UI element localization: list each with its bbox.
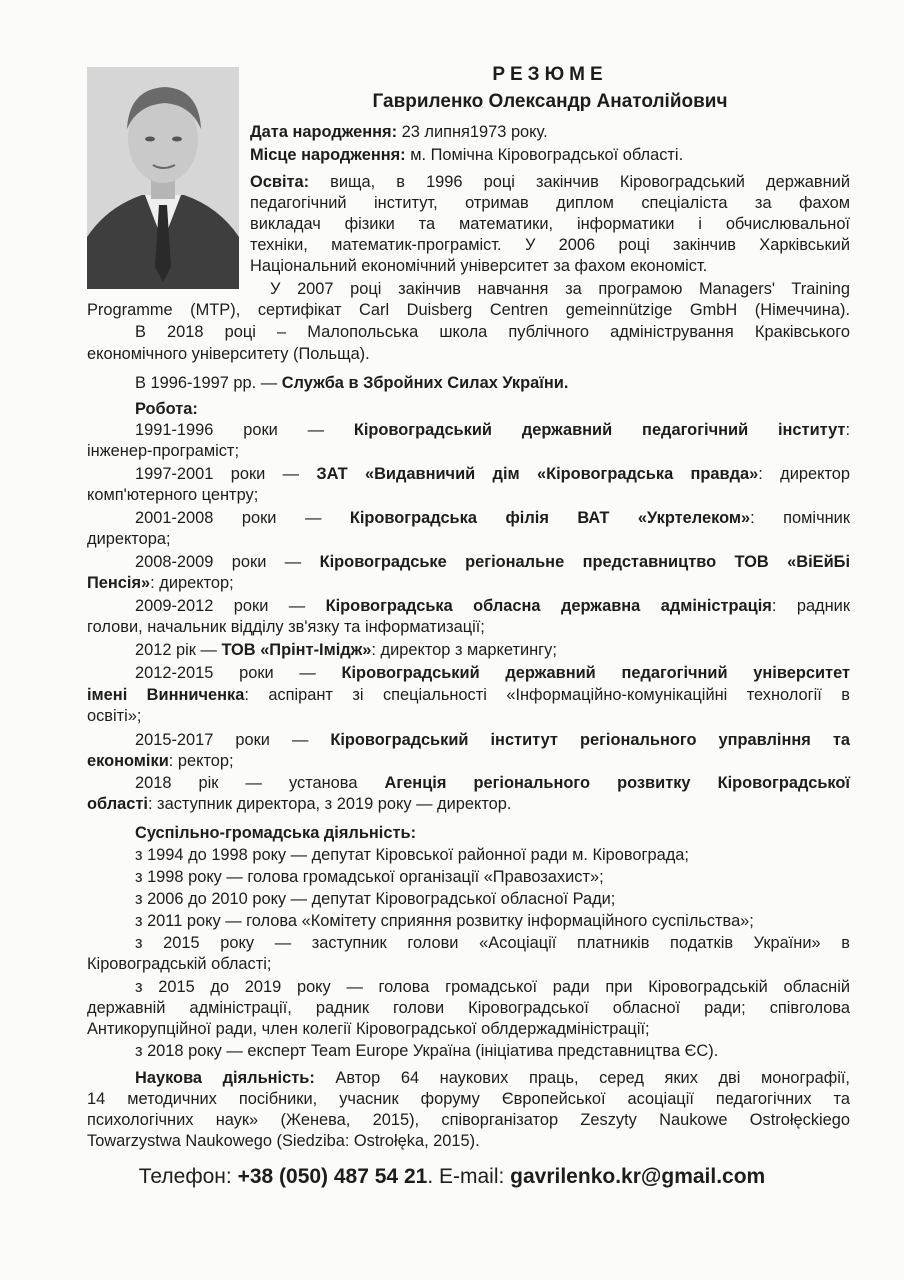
birth-place-label: Місце народження: bbox=[250, 146, 406, 164]
education-line: Programme (MTP), сертифікат Carl Duisberg Centren gemeinnützige GmbH (Німеччина). bbox=[87, 301, 850, 319]
work-period: 2012 рік — bbox=[135, 641, 222, 659]
work-period: 2001-2008 роки — bbox=[135, 509, 350, 527]
education-line: педагогічний інститут, отримав диплом спеціаліста за фахом bbox=[250, 194, 850, 212]
social-item: з 2011 року — голова «Комітету сприяння розвитку інформаційного суспільства»; bbox=[135, 912, 754, 930]
work-org: ЗАТ «Видавничий дім «Кіровоградська правда» bbox=[316, 465, 759, 483]
work-role: : директор; bbox=[150, 574, 234, 592]
work-role: : директор bbox=[758, 465, 851, 483]
email-address[interactable]: gavrilenko.kr@gmail.com bbox=[510, 1165, 766, 1188]
work-item bbox=[135, 552, 850, 573]
social-item: з 2015 до 2019 року — голова громадської ради при Кіровоградській обласній bbox=[135, 978, 850, 996]
work-org: Агенція регіонального розвитку Кіровоградської bbox=[384, 774, 851, 792]
work-item bbox=[135, 508, 850, 529]
work-item bbox=[135, 640, 557, 661]
work-period: 2008-2009 роки — bbox=[135, 553, 320, 571]
portrait-image bbox=[87, 67, 239, 289]
education-line: Національний економічний університет за фахом економіст. bbox=[250, 257, 708, 275]
science-line bbox=[135, 1068, 850, 1089]
portrait-photo bbox=[87, 67, 239, 289]
work-org: Кіровоградський інститут регіонального управління та bbox=[330, 731, 850, 749]
work-org-cont: імені Винниченка bbox=[87, 686, 245, 704]
work-item-cont bbox=[87, 751, 234, 772]
work-period: 1997-2001 роки — bbox=[135, 465, 317, 483]
work-heading-text: Робота: bbox=[135, 400, 198, 418]
work-role: : bbox=[845, 421, 850, 439]
education-line: економічного університету (Польща). bbox=[87, 345, 370, 363]
social-item-cont: Кіровоградській області; bbox=[87, 955, 272, 973]
work-item-cont bbox=[87, 794, 511, 815]
military-period: В 1996-1997 рр. — bbox=[135, 374, 282, 392]
education-line: техніки, математик-програміст. У 2006 році закінчив Харківський bbox=[250, 236, 850, 254]
work-org: Кіровоградський державний педагогічний університет bbox=[341, 664, 850, 682]
work-org-cont: економіки bbox=[87, 752, 169, 770]
work-org: Кіровоградська обласна державна адміністрація bbox=[325, 597, 772, 615]
science-line: психологічних наук» (Женева, 2015), співорганізатор Zeszyty Naukowe Ostrołęckiego bbox=[87, 1111, 850, 1129]
work-period: 2018 рік — установа bbox=[135, 774, 385, 792]
work-item-cont: інженер-програміст; bbox=[87, 442, 239, 460]
work-heading bbox=[135, 399, 198, 420]
social-item: з 2018 року — експерт Team Europe Україна (ініціатива представництва ЄС). bbox=[135, 1042, 719, 1060]
birth-place bbox=[250, 145, 683, 166]
social-heading bbox=[135, 823, 416, 844]
birth-date-label: Дата народження: bbox=[250, 123, 398, 141]
education-label: Освіта: bbox=[250, 173, 310, 191]
work-item-cont bbox=[87, 685, 850, 706]
work-role: : ректор; bbox=[168, 752, 234, 770]
phone-number[interactable]: +38 (050) 487 54 21 bbox=[237, 1165, 428, 1188]
contact-footer bbox=[0, 1165, 904, 1189]
social-item: з 1994 до 1998 року — депутат Кіровської районної ради м. Кіровограда; bbox=[135, 846, 689, 864]
social-item-cont: Антикорупційної ради, член колегії Кіровоградської облдержадміністрації; bbox=[87, 1020, 650, 1038]
work-role: : директор з маркетингу; bbox=[371, 641, 557, 659]
work-org: Кіровоградська філія ВАТ «Укртелеком» bbox=[349, 509, 751, 527]
person-name: Гавриленко Олександр Анатолійович bbox=[372, 91, 728, 112]
birth-place-value: м. Помічна Кіровоградської області. bbox=[405, 146, 684, 164]
work-item bbox=[135, 773, 850, 794]
email-label: . E-mail: bbox=[427, 1165, 511, 1188]
resume-title: РЕЗЮМЕ bbox=[492, 64, 608, 85]
work-item bbox=[135, 596, 850, 617]
education-text: вища, в 1996 році закінчив Кіровоградський державний bbox=[309, 173, 850, 191]
education-line bbox=[250, 172, 850, 193]
work-item bbox=[135, 730, 850, 751]
work-item bbox=[135, 420, 850, 441]
work-period: 2012-2015 роки — bbox=[135, 664, 342, 682]
work-item-cont bbox=[87, 573, 234, 594]
military-service bbox=[135, 373, 568, 394]
education-line: У 2007 році закінчив навчання за програмою Managers' Training bbox=[270, 280, 850, 298]
work-role: : радник bbox=[771, 597, 850, 615]
science-text: Автор 64 наукових праць, серед яких дві монографії, bbox=[314, 1069, 850, 1087]
work-item-cont: директора; bbox=[87, 530, 171, 548]
science-label: Наукова діяльність: bbox=[135, 1069, 315, 1087]
work-period: 2009-2012 роки — bbox=[135, 597, 326, 615]
social-item: з 1998 року — голова громадської організації «Правозахист»; bbox=[135, 868, 604, 886]
work-role: : заступник директора, з 2019 року — директор. bbox=[147, 795, 512, 813]
work-period: 2015-2017 роки — bbox=[135, 731, 331, 749]
work-org: ТОВ «Прінт-Імідж» bbox=[221, 641, 372, 659]
work-org: Кіровоградський державний педагогічний інститут bbox=[353, 421, 846, 439]
work-item bbox=[135, 663, 850, 684]
work-role: : помічник bbox=[750, 509, 850, 527]
work-org-cont: області bbox=[87, 795, 148, 813]
work-period: 1991-1996 роки — bbox=[135, 421, 354, 439]
phone-label: Телефон: bbox=[138, 1165, 238, 1188]
science-line: Towarzystwa Naukowego (Siedziba: Ostrołęka, 2015). bbox=[87, 1132, 480, 1150]
work-item-cont: освіті»; bbox=[87, 707, 142, 725]
work-item-cont: комп'ютерного центру; bbox=[87, 486, 259, 504]
work-item bbox=[135, 464, 850, 485]
work-item-cont: голови, начальник відділу зв'язку та інформатизації; bbox=[87, 618, 485, 636]
social-item: з 2006 до 2010 року — депутат Кіровоградської обласної Ради; bbox=[135, 890, 616, 908]
work-role: : аспірант зі спеціальності «Інформаційно-комунікаційні технології в bbox=[244, 686, 850, 704]
birth-date-value: 23 липня1973 року. bbox=[397, 123, 548, 141]
science-line: 14 методичних посібники, учасник форуму Європейської асоціації педагогічних та bbox=[87, 1090, 850, 1108]
work-org: Кіровоградське регіональне представництво ТОВ «ВіЕйБі bbox=[319, 553, 850, 571]
military-text: Служба в Збройних Силах України. bbox=[281, 374, 569, 392]
birth-date bbox=[250, 122, 548, 143]
social-item-cont: державній адміністрації, радник голови Кіровоградської обласної ради; співголова bbox=[87, 999, 850, 1017]
work-org-cont: Пенсія» bbox=[87, 574, 151, 592]
education-line: В 2018 році – Малопольська школа публічного адміністрування Краківського bbox=[135, 323, 850, 341]
social-item: з 2015 року — заступник голови «Асоціації платників податків України» в bbox=[135, 934, 850, 952]
social-heading-text: Суспільно-громадська діяльність: bbox=[135, 824, 417, 842]
education-line: викладач фізики та математики, інформатики і обчислювальної bbox=[250, 215, 850, 233]
